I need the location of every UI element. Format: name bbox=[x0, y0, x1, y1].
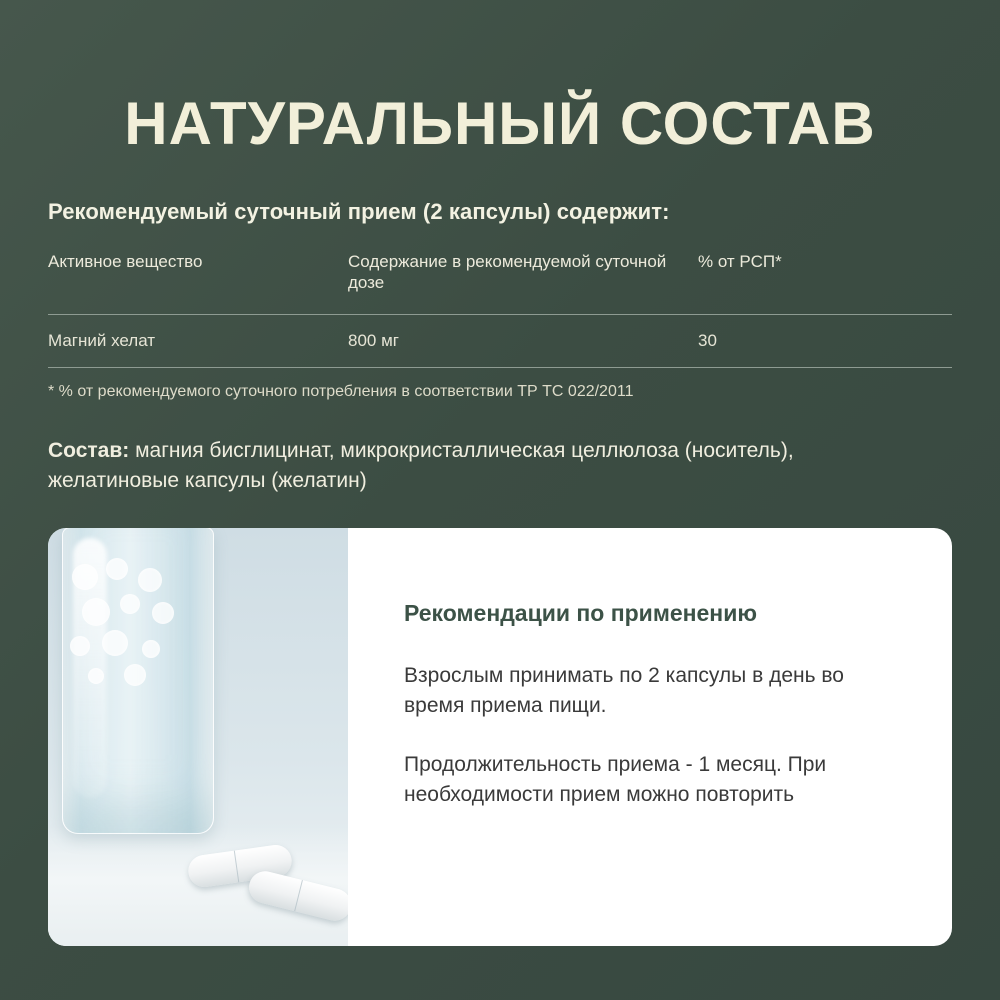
nutrition-table bbox=[48, 251, 952, 368]
page-title: НАТУРАЛЬНЫЙ СОСТАВ bbox=[124, 90, 876, 158]
composition-label: Состав: bbox=[48, 439, 130, 463]
water-glass-capsules-image bbox=[48, 528, 348, 946]
usage-paragraph-duration: Продолжительность приема - 1 месяц. При необходимости прием можно повторить bbox=[404, 752, 827, 807]
table-header-amount: Содержание в рекомендуемой суточной дозе bbox=[348, 252, 667, 293]
cell-amount: 800 мг bbox=[348, 330, 399, 350]
table-header-row bbox=[48, 251, 952, 314]
table-row bbox=[48, 314, 952, 367]
cell-substance: Магний хелат bbox=[48, 330, 156, 350]
composition-value: магния бисглицинат, микрокристаллическая целлюлоза (носитель), желатиновые капсулы (желатин) bbox=[48, 439, 794, 493]
usage-paragraph-dosage: Взрослым принимать по 2 капсулы в день во время приема пищи. bbox=[404, 664, 844, 718]
bubbles-decoration bbox=[68, 558, 198, 698]
content-area bbox=[0, 199, 1000, 496]
usage-card-body bbox=[348, 528, 952, 946]
table-body bbox=[48, 314, 952, 367]
usage-card bbox=[48, 528, 952, 946]
table-footnote: * % от рекомендуемого суточного потребления в соответствии ТР ТС 022/2011 bbox=[48, 382, 634, 400]
table-header bbox=[48, 251, 952, 314]
usage-card-title: Рекомендации по применению bbox=[404, 600, 757, 626]
table-header-substance: Активное вещество bbox=[48, 252, 203, 272]
composition-text bbox=[48, 436, 928, 496]
cell-percent: 30 bbox=[698, 330, 717, 350]
table-header-percent: % от РСП* bbox=[698, 252, 782, 272]
daily-intake-subtitle: Рекомендуемый суточный прием (2 капсулы) содержит: bbox=[48, 199, 670, 225]
